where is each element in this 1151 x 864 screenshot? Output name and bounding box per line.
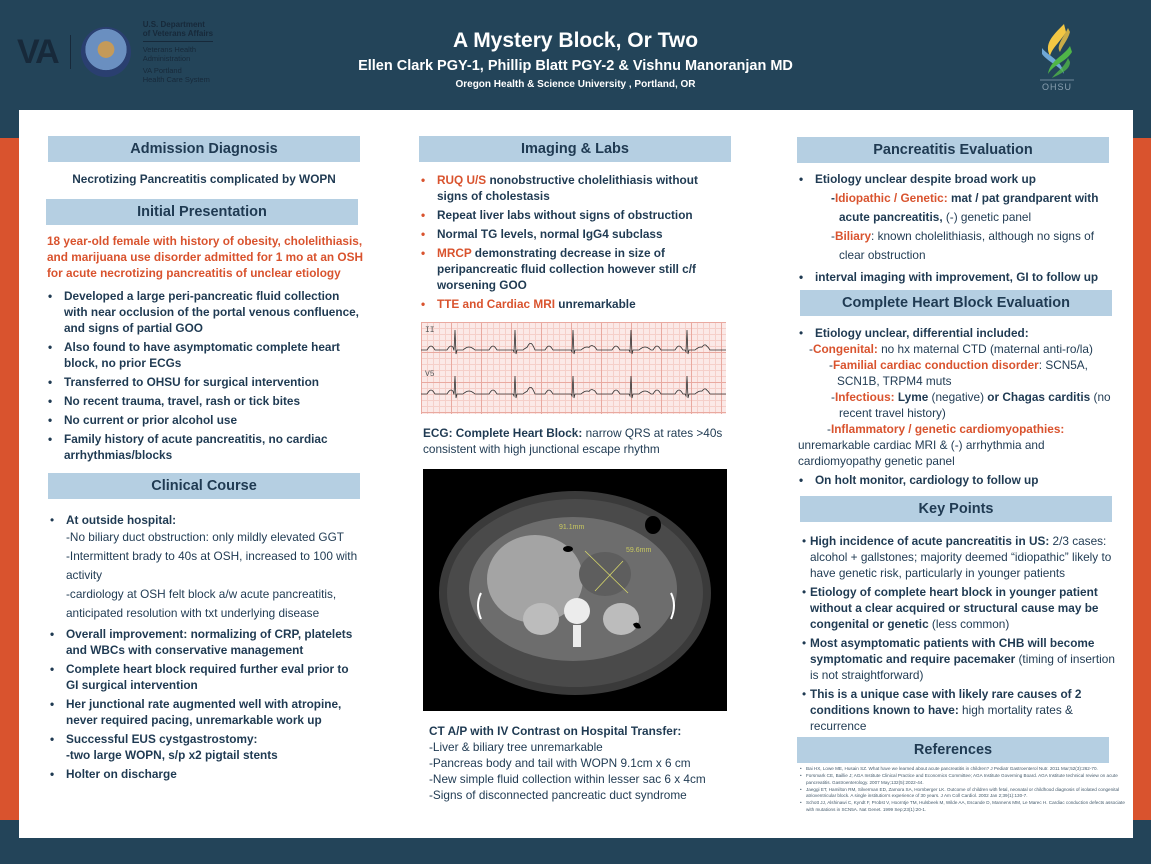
va-seal-icon [81, 27, 131, 77]
list-item [800, 584, 1124, 632]
tte-mri-label: TTE and Cardiac MRI [437, 297, 555, 311]
poster-affiliation: Oregon Health & Science University , Portland, OR [455, 79, 696, 90]
key-point-2-rest: (less common) [928, 617, 1010, 631]
list-item [419, 245, 731, 293]
heart-block-evaluation-list [797, 325, 1121, 491]
va-letters: VA [17, 32, 58, 71]
admission-diagnosis-heading: Admission Diagnosis [48, 136, 360, 162]
clinical-course-heading: Clinical Course [48, 473, 360, 499]
list-item [797, 170, 1121, 265]
va-logo [17, 20, 214, 84]
poster-title: A Mystery Block, Or Two [452, 29, 699, 52]
initial-presentation-list [46, 288, 362, 466]
key-point-3-bold: Most asymptomatic patients with CHB will become symptomatic and require pacemaker [810, 636, 1095, 666]
reference-item: • Bai HX, Lowe ME, Husain SZ. What have we learned about acute pancreatitis in children? J Pediatr Gastroenterol Nutr. 2011 Mar;52(3):262-70. [800, 766, 1130, 772]
ct-measure-1: 91.1mm [559, 524, 585, 531]
va-logo-divider [70, 35, 71, 69]
congenital-label: Congenital: [812, 342, 878, 356]
list-item [419, 207, 731, 223]
list-item: • Transferred to OHSU for surgical intervention [46, 374, 362, 390]
idiopathic-rest: (-) genetic panel [942, 210, 1032, 224]
ct-caption-line: -New simple fluid collection within lesser sac 6 x 4cm [429, 772, 706, 786]
key-points-heading: Key Points [800, 496, 1112, 522]
key-point-2-bold: Etiology of complete heart block in younger patient without a clear acquired or structural cause may be congenital or genetic [810, 585, 1099, 631]
congenital-rest: no hx maternal CTD (maternal anti-ro/la) [877, 342, 1093, 356]
list-item: • Overall improvement: normalizing of CRP, platelets and WBCs with conservative management [48, 626, 364, 658]
reference-item: • Schott JJ, Alshinawi C, Kyndt F, Probst V, Hoorntje TM, Hulsbeek M, Wilde AA, Escande D, Mannens MM, Le Marec H. Cardiac conduction defects associate with mutations in SCN5A. Nat Genet. 1999 Sep;23(1):20-1. [800, 800, 1130, 813]
pancreatitis-evaluation-list [797, 170, 1121, 290]
list-item: • On holt monitor, cardiology to follow up [797, 472, 1121, 488]
ct-caption-line: -Signs of disconnected pancreatic duct syndrome [429, 788, 687, 802]
key-point-4-rest: high mortality rates & recurrence [810, 703, 1073, 733]
ct-scan-drawing [423, 469, 727, 711]
ct-measure-2: 59.6mm [626, 547, 652, 554]
pancreatitis-evaluation-heading: Pancreatitis Evaluation [797, 137, 1109, 163]
clinical-course-list [48, 512, 364, 785]
clinical-outside-hospital: • At outside hospital: [66, 513, 177, 527]
list-item [48, 731, 364, 763]
list-item [419, 226, 731, 242]
initial-presentation-heading: Initial Presentation [46, 199, 358, 225]
ct-caption-line: -Liver & biliary tree unremarkable [429, 740, 603, 754]
list-item [800, 533, 1124, 581]
ct-caption [429, 723, 739, 803]
heart-inflammatory-text: unremarkable cardiac MRI & (-) arrhythmia and cardiomyopathy genetic panel [798, 438, 1045, 468]
poster-authors: Ellen Clark PGY-1, Phillip Blatt PGY-2 & Vishnu Manoranjan MD [358, 58, 793, 74]
familial-rest: : SCN5A, SCN1B, TRPM4 muts [837, 358, 1088, 388]
heart-familial: -Familial cardiac conduction disorder: SCN5A, SCN1B, TRPM4 muts [829, 358, 1088, 388]
va-logo-text [143, 20, 213, 84]
va-dept-line2: of Veterans Affairs [142, 29, 214, 38]
clinical-sub-3: -cardiology at OSH felt block a/w acute pancreatitis, anticipated resolution with txt underlying disease [66, 587, 337, 620]
key-points-list [800, 533, 1124, 737]
ecg-caption [423, 425, 733, 457]
key-point-3-rest: (timing of insertion is not straightforward) [810, 652, 1115, 682]
ruq-us-text: nonobstructive cholelithiasis without signs of cholestasis [437, 173, 698, 203]
ruq-us-label: RUQ U/S [437, 173, 487, 187]
ct-scan-image [423, 469, 727, 711]
ohsu-label: OHSU [1041, 82, 1072, 92]
list-item [419, 172, 731, 204]
heart-congenital: -Congenital: no hx maternal CTD (maternal anti-ro/la) [809, 342, 1093, 356]
list-item: • Family history of acute pancreatitis, no cardiac arrhythmias/blocks [46, 431, 362, 463]
list-item: • Complete heart block required further eval prior to GI surgical intervention [48, 661, 364, 693]
mrcp-text: demonstrating decrease in size of peripancreatic fluid collection however still c/f worsening GOO [437, 246, 696, 292]
ecg-caption-text: narrow QRS at rates >40s consistent with high junctional escape rhythm [423, 426, 723, 456]
pancreatitis-etiology: • Etiology unclear despite broad work up [815, 172, 1036, 186]
heart-etiology: • Etiology unclear, differential included: [815, 326, 1029, 340]
ecg-lead-trace [421, 330, 726, 354]
list-item: • Her junctional rate augmented well with atropine, never required pacing, unremarkable work up [48, 696, 364, 728]
key-point-1-rest: 2/3 cases: alcohol + gallstones; majority deemed “idiopathic” likely to have genetic risk, particularly in younger patients [810, 534, 1112, 580]
tg-igg4-text: Normal TG levels, normal IgG4 subclass [437, 227, 663, 241]
imaging-labs-heading: Imaging & Labs [419, 136, 731, 162]
va-line5: VA Portland [142, 66, 182, 75]
list-item [800, 635, 1124, 683]
reference-item: • Forsmark CE, Baillie J; AGA Institute Clinical Practice and Economics Committee; AGA Institute Governing Board. AGA Institute technical review on acute pancreatitis. Gastroenterology. 2007 May;132(5):2022-44. [800, 773, 1130, 786]
poster-title-block [300, 28, 851, 92]
ecg-trace [421, 322, 726, 414]
ecg-lead-trace [421, 376, 726, 398]
ohsu-flame-icon [1034, 22, 1080, 84]
ct-caption-title: CT A/P with IV Contrast on Hospital Transfer: [429, 724, 682, 738]
idiopathic-bold: mat / pat grandparent with acute pancreatitis, [839, 191, 1099, 224]
pancreatitis-idiopathic: -Idiopathic / Genetic: mat / pat grandparent with acute pancreatitis, (-) genetic panel [831, 191, 1099, 224]
heart-block-evaluation-heading: Complete Heart Block Evaluation [800, 290, 1112, 316]
ecg-caption-title: ECG: Complete Heart Block: [423, 426, 583, 440]
infectious-label: Infectious: [834, 390, 895, 404]
ct-caption-line: -Pancreas body and tail with WOPN 9.1cm x 6 cm [429, 756, 691, 770]
list-item [48, 512, 364, 623]
tte-mri-text: unremarkable [555, 297, 636, 311]
familial-label: Familial cardiac conduction disorder [832, 358, 1039, 372]
clinical-eus-sub: -two large WOPN, s/p x2 pigtail stents [66, 748, 278, 762]
biliary-rest: : known cholelithiasis, although no signs of clear obstruction [839, 229, 1094, 262]
idiopathic-label: Idiopathic / Genetic: [834, 191, 948, 205]
va-line3: Veterans Health [142, 45, 197, 54]
ecg-lead-v5: V5 [425, 370, 435, 379]
ecg-lead-ii: II [425, 326, 435, 335]
list-item: • No recent trauma, travel, rash or tick bites [46, 393, 362, 409]
va-dept-line1: U.S. Department [142, 20, 205, 29]
references-list [800, 766, 1130, 814]
pancreatitis-biliary: -Biliary: known cholelithiasis, although no signs of clear obstruction [831, 229, 1094, 262]
ohsu-logo [1032, 22, 1082, 94]
va-line6: Health Care System [142, 75, 210, 84]
list-item: • Also found to have asymptomatic complete heart block, no prior ECGs [46, 339, 362, 371]
heart-infectious: -Infectious: Lyme (negative) or Chagas carditis (no recent travel history) [831, 390, 1111, 420]
list-item [800, 686, 1124, 734]
key-point-4-bold: This is a unique case with likely rare causes of 2 conditions known to have: [810, 687, 1082, 717]
va-line4: Administration [142, 54, 191, 63]
heart-inflammatory-label: -Inflammatory / genetic cardiomyopathies: [827, 422, 1065, 436]
list-item: • Holter on discharge [48, 766, 364, 782]
imaging-labs-list [419, 172, 731, 315]
inflammatory-label: Inflammatory / genetic cardiomyopathies: [830, 422, 1065, 436]
key-point-1-bold: High incidence of acute pancreatitis in US: [810, 534, 1050, 548]
list-item: • No current or prior alcohol use [46, 412, 362, 428]
list-item [797, 325, 1121, 469]
references-heading: References [797, 737, 1109, 763]
list-item: • interval imaging with improvement, GI to follow up [797, 268, 1121, 287]
initial-presentation-summary: 18 year-old female with history of obesity, cholelithiasis, and marijuana use disorder admitted for 1 mo at an OSH for acute necrotizing pancreatitis of unclear etiology [47, 234, 363, 280]
reference-item: • Jaeggi ET, Hamilton RM, Silverman ED, Zamora SA, Hornberger LK. Outcome of children with fetal, neonatal or childhood diagnosis of isolated congenital atrioventricular block. A single institution's experience of 30 years. J Am Coll Cardiol. 2002 Jan 2;39(1):130-7. [800, 787, 1130, 800]
biliary-label: Biliary [834, 229, 872, 243]
clinical-eus: • Successful EUS cystgastrostomy: [66, 732, 258, 746]
lyme-label: Lyme [894, 390, 929, 404]
clinical-sub-2: -Intermittent brady to 40s at OSH, increased to 100 with activity [66, 549, 358, 582]
admission-diagnosis-text: Necrotizing Pancreatitis complicated by WOPN [72, 172, 336, 186]
list-item: • Developed a large peri-pancreatic fluid collection with near occlusion of the portal venous confluence, and signs of partial GOO [46, 288, 362, 336]
list-item [419, 296, 731, 312]
lyme-status: (negative) [928, 390, 985, 404]
clinical-sub-1: -No biliary duct obstruction: only mildly elevated GGT [66, 530, 344, 544]
chagas-status: (no recent travel history) [839, 390, 1111, 420]
chagas-label: or Chagas carditis [984, 390, 1091, 404]
mrcp-label: MRCP [437, 246, 472, 260]
liver-labs-text: Repeat liver labs without signs of obstruction [437, 208, 693, 222]
ecg-strip-image [421, 322, 726, 414]
